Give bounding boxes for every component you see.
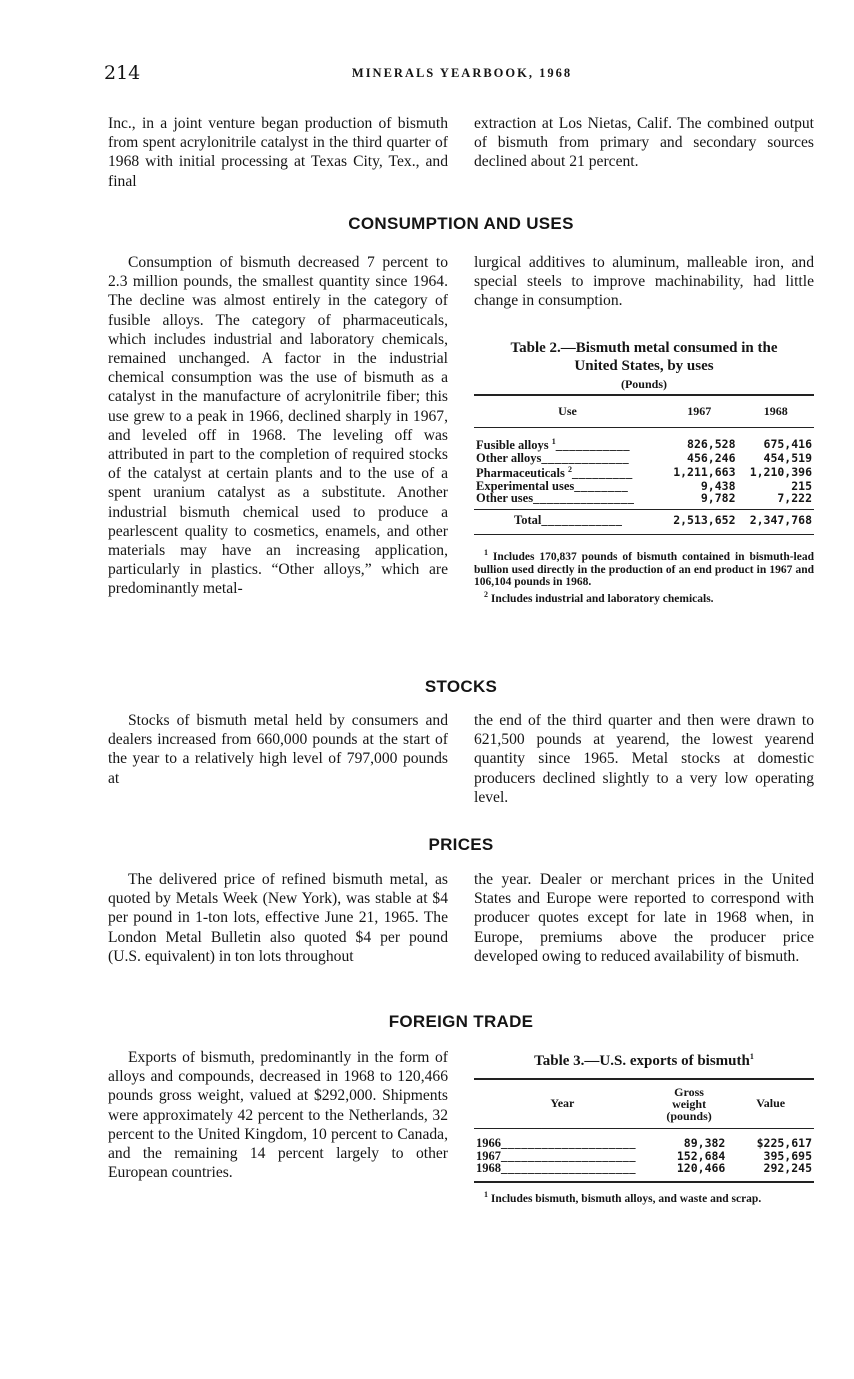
intro-right-text: extraction at Los Nietas, Calif. The combined output of bismuth from primary and secondary sources declined about 21 percent. xyxy=(474,115,814,171)
gross-label-line2: weight xyxy=(672,1097,707,1111)
foreign-trade-heading: FOREIGN TRADE xyxy=(388,1012,534,1031)
table-row xyxy=(474,1162,814,1179)
leader-dots: _________ xyxy=(572,466,633,481)
page-number: 214 xyxy=(104,62,141,84)
table-3-title-text: Table 3.—U.S. exports of bismuth xyxy=(534,1053,750,1069)
consumption-heading: CONSUMPTION AND USES xyxy=(348,214,574,233)
cell-1968: 675,416 xyxy=(763,436,812,451)
column-header-year: Year xyxy=(474,1079,651,1129)
table-header-row xyxy=(474,395,814,428)
table-2-footnotes xyxy=(474,547,814,605)
footnote-mark: 2 xyxy=(484,589,488,599)
cell-1968: 454,519 xyxy=(763,450,812,465)
prices-left-column xyxy=(108,870,448,966)
prices-heading: PRICES xyxy=(428,835,494,854)
row-year: 1968 xyxy=(476,1161,501,1175)
row-label: Other alloys xyxy=(476,450,542,465)
table-2-unit: (Pounds) xyxy=(620,376,667,391)
table-total-row xyxy=(474,509,814,535)
cell-value: $225,617 xyxy=(756,1136,812,1150)
table-2-title-line2: United States, by uses xyxy=(574,357,714,374)
leader-dots: ____________________ xyxy=(501,1161,636,1175)
consumption-left-text: Consumption of bismuth decreased 7 percent to 2.3 million pounds, the smallest quantity since 1964. The decline was almost entirely in the category of fusible alloys. The category of pharmaceuticals, which includes industrial and laboratory chemicals, remained unchanged. A factor in the industrial chemical consumption was the use of bismuth as a catalyst in the manufacture of acrylonitrile fiber; this use grew to a peak in 1966, declined sharply in 1967, and leveled off in 1968. The leveling off was attributed in part to the completion of required stocks of the catalyst at certain plants and to the use of a spent uranium catalyst as a substitute. Another industrial bismuth chemical used to produce a pearlescent quality to cosmetics, enamels, and other materials may have an increasing application, particularly in plastics. “Other alloys,” which are predominantly metal- xyxy=(108,254,448,598)
column-header-value: Value xyxy=(727,1079,814,1129)
total-1968: 2,347,768 xyxy=(738,509,815,535)
cell-1967: 9,438 xyxy=(700,478,736,493)
cell-1967: 826,528 xyxy=(687,436,736,451)
foreign-trade-left-text: Exports of bismuth, predominantly in the form of alloys and compounds, decreased in 1968 to 120,466 pounds gross weight, valued at $292,000. Shipments were approximately 42 percent to the Netherlands, 32 percent to the United Kingdom, 10 percent to Canada, and the remaining 14 percent largely to other European countries. xyxy=(108,1049,448,1182)
gross-label-line1: Gross xyxy=(674,1085,704,1099)
leader-dots: ____________________ xyxy=(501,1136,636,1150)
table-3-title xyxy=(474,1048,814,1070)
footnote-mark: 1 xyxy=(484,548,488,558)
column-header-1967: 1967 xyxy=(661,395,738,428)
table-row xyxy=(474,428,814,452)
cell-weight: 152,684 xyxy=(676,1148,726,1163)
footnote-ref: 1 xyxy=(551,437,556,447)
cell-1967: 456,246 xyxy=(687,450,736,465)
consumption-left-column xyxy=(108,253,448,599)
table-row xyxy=(474,492,814,509)
column-header-1968: 1968 xyxy=(738,395,815,428)
stocks-left-text: Stocks of bismuth metal held by consumers and dealers increased from 660,000 pounds at the start of the year to a relatively high level of 797,000 pounds at xyxy=(108,712,448,787)
table-row xyxy=(474,1129,814,1150)
table-header-row xyxy=(474,1079,814,1129)
leader-dots: ___________ xyxy=(555,438,630,453)
table-3-footnotes xyxy=(474,1189,814,1205)
leader-dots: _______________ xyxy=(533,491,635,506)
table-2-title-line1: Table 2.—Bismuth metal consumed in the xyxy=(510,339,778,356)
running-title: MINERALS YEARBOOK, 1968 xyxy=(351,66,573,80)
row-label: Pharmaceuticals xyxy=(476,466,565,481)
intro-left-column xyxy=(108,114,448,191)
stocks-right-text: the end of the third quarter and then were drawn to 621,500 pounds at yearend, the lowest yearend quantity since 1965. Metal stocks at domestic producers declined slightly to a very low operating level. xyxy=(474,712,814,806)
prices-left-text: The delivered price of refined bismuth metal, as quoted by Metals Week (New York), was stable at $4 per pound in 1-ton lots, effective June 21, 1965. The London Metal Bulletin also quoted $4 per pound (U.S. equivalent) in ton lots throughout xyxy=(108,871,448,965)
cell-1968: 215 xyxy=(791,478,812,493)
prices-right-text: the year. Dealer or merchant prices in the United States and Europe were reported to correspond with producer quotes except for late in 1968 when, in Europe, premiums above the producer price developed owing to reduced availability of bismuth. xyxy=(474,871,814,965)
intro-right-column xyxy=(474,114,814,172)
gross-label-line3: (pounds) xyxy=(666,1109,712,1123)
foreign-trade-left-column xyxy=(108,1048,448,1182)
footnote-ref: 1 xyxy=(749,1052,754,1061)
leader-dots: ________ xyxy=(574,478,629,493)
foreign-trade-right-column xyxy=(474,1048,814,1205)
row-label: Experimental uses xyxy=(476,478,575,493)
total-label: Total xyxy=(514,512,542,527)
table-row xyxy=(474,452,814,465)
stocks-left-column xyxy=(108,711,448,788)
page-header xyxy=(104,62,820,88)
cell-1967: 9,782 xyxy=(700,491,736,506)
footnote-ref: 2 xyxy=(568,465,572,475)
footnote-1-text: Includes bismuth, bismuth alloys, and waste and scrap. xyxy=(490,1192,762,1205)
table-2 xyxy=(474,339,814,605)
footnote-1 xyxy=(474,547,814,588)
footnote-1 xyxy=(474,1189,814,1205)
cell-weight: 120,466 xyxy=(676,1161,726,1175)
column-header-gross-weight xyxy=(651,1079,728,1129)
cell-value: 395,695 xyxy=(763,1148,812,1163)
prices-right-column xyxy=(474,870,814,966)
leader-dots: ____________________ xyxy=(501,1148,636,1163)
footnote-2-text: Includes industrial and laboratory chemicals. xyxy=(490,592,714,605)
cell-value: 292,245 xyxy=(763,1161,812,1175)
cell-1968: 1,210,396 xyxy=(749,464,812,479)
footnote-mark: 1 xyxy=(484,1189,488,1199)
table-2-grid xyxy=(474,394,814,536)
leader-dots: _____________ xyxy=(541,450,630,465)
row-label: Fusible alloys xyxy=(476,438,549,453)
stocks-heading: STOCKS xyxy=(424,677,498,696)
cell-1967: 1,211,663 xyxy=(673,464,736,479)
cell-1968: 7,222 xyxy=(777,491,812,506)
table-2-title xyxy=(474,339,814,375)
table-3-grid xyxy=(474,1078,814,1179)
stocks-right-column xyxy=(474,711,814,807)
table-3-bottom-rule xyxy=(474,1181,814,1183)
table-3 xyxy=(474,1048,814,1205)
footnote-2 xyxy=(474,589,814,605)
column-header-use: Use xyxy=(474,395,661,428)
cell-weight: 89,382 xyxy=(683,1136,726,1150)
consumption-right-text: lurgical additives to aluminum, malleable iron, and special steels to improve machinability, had little change in consumption. xyxy=(474,254,814,310)
table-row xyxy=(474,464,814,480)
consumption-right-column xyxy=(474,253,814,605)
row-year: 1967 xyxy=(476,1148,501,1163)
total-1967: 2,513,652 xyxy=(661,509,738,535)
footnote-1-text: Includes 170,837 pounds of bismuth contained in bismuth-lead bullion used directly in the production of an end product in 1967 and 106,104 pounds in 1968. xyxy=(474,551,814,589)
row-year: 1966 xyxy=(476,1136,501,1150)
intro-left-text: Inc., in a joint venture began production of bismuth from spent acrylonitrile catalyst in the third quarter of 1968 with initial processing at Texas City, Tex., and final xyxy=(108,115,448,190)
leader-dots: ____________ xyxy=(541,512,623,527)
row-label: Other uses xyxy=(476,491,534,506)
